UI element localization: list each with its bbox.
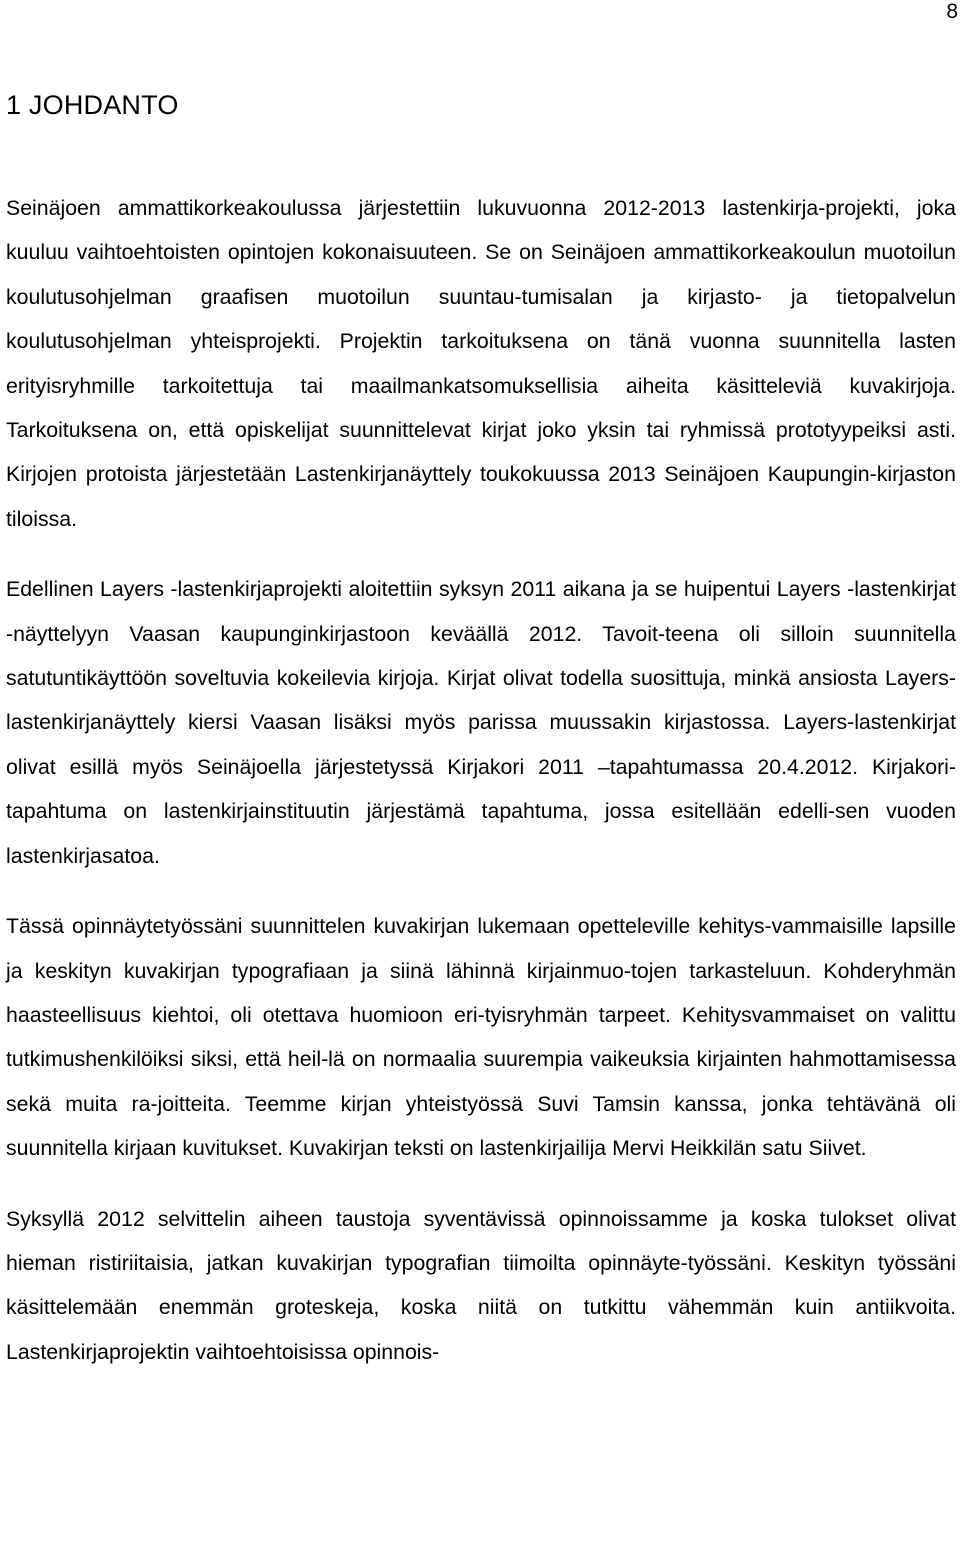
chapter-heading: 1 JOHDANTO (6, 90, 179, 120)
paragraph-previous-project: Edellinen Layers -lastenkirjaprojekti aloitettiin syksyn 2011 aikana ja se huipentui Layers -lastenkirjat -näyttelyyn Vaasan kaupunginkirjastoon keväällä 2012. Tavoit-teena oli silloin suunnitella satutuntikäyttöön soveltuvia kokeilevia kirjoja. Kirjat olivat todella suosittuja, minkä ansiosta Layers-lastenkirjanäyttely kiersi Vaasan lisäksi myös parissa muussakin kirjastossa. Layers-lastenkirjat olivat esillä myös Seinäjoella järjestetyssä Kirjakori 2011 –tapahtumassa 20.4.2012. Kirjakori-tapahtuma on lastenkirjainstituutin järjestämä tapahtuma, jossa esitellään edelli-sen vuoden lastenkirjasatoa. (6, 577, 956, 868)
paragraph-background: Syksyllä 2012 selvittelin aiheen taustoja syventävissä opinnoissamme ja koska tulokset olivat hieman ristiriitaisia, jatkan kuvakirjan typografian tiimoilta opinnäyte-työssäni. Keskityn työssäni käsittelemään enemmän groteskeja, koska niitä on tutkittu vähemmän kuin antiikvoita. Lastenkirjaprojektin vaihtoehtoisissa opinnois- (6, 1206, 956, 1364)
paragraph-intro: Seinäjoen ammattikorkeakoulussa järjestettiin lukuvuonna 2012-2013 lastenkirja-projekti, joka kuuluu vaihtoehtoisten opintojen kokonaisuuteen. Se on Seinäjoen ammattikorkeakoulun muotoilun koulutusohjelman graafisen muotoilun suuntau-tumisalan ja kirjasto- ja tietopalvelun koulutusohjelman yhteisprojekti. Projektin tarkoituksena on tänä vuonna suunnitella lasten erityisryhmille tarkoitettuja tai maailmankatsomuksellisia aiheita käsitteleviä kuvakirjoja. Tarkoituksena on, että opiskelijat suunnittelevat kirjat joko yksin tai ryhmissä prototyypeiksi asti. Kirjojen protoista järjestetään Lastenkirjanäyttely toukokuussa 2013 Seinäjoen Kaupungin-kirjaston tiloissa. (6, 196, 956, 531)
page-number: 8 (946, 0, 958, 23)
body-text (6, 186, 956, 1374)
paragraph-thesis-scope: Tässä opinnäytetyössäni suunnittelen kuvakirjan lukemaan opetteleville kehitys-vammaisille lapsille ja keskityn kuvakirjan typografiaan ja siinä lähinnä kirjainmuo-tojen tarkasteluun. Kohderyhmän haasteellisuus kiehtoi, oli otettava huomioon eri-tyisryhmän tarpeet. Kehitysvammaiset on valittu tutkimushenkilöiksi siksi, että heil-lä on normaalia suurempia vaikeuksia kirjainten hahmottamisessa sekä muita ra-joitteita. Teemme kirjan yhteistyössä Suvi Tamsin kanssa, jonka tehtävänä oli suunnitella kirjaan kuvitukset. Kuvakirjan teksti on lastenkirjailija Mervi Heikkilän satu Siivet. (6, 914, 956, 1161)
